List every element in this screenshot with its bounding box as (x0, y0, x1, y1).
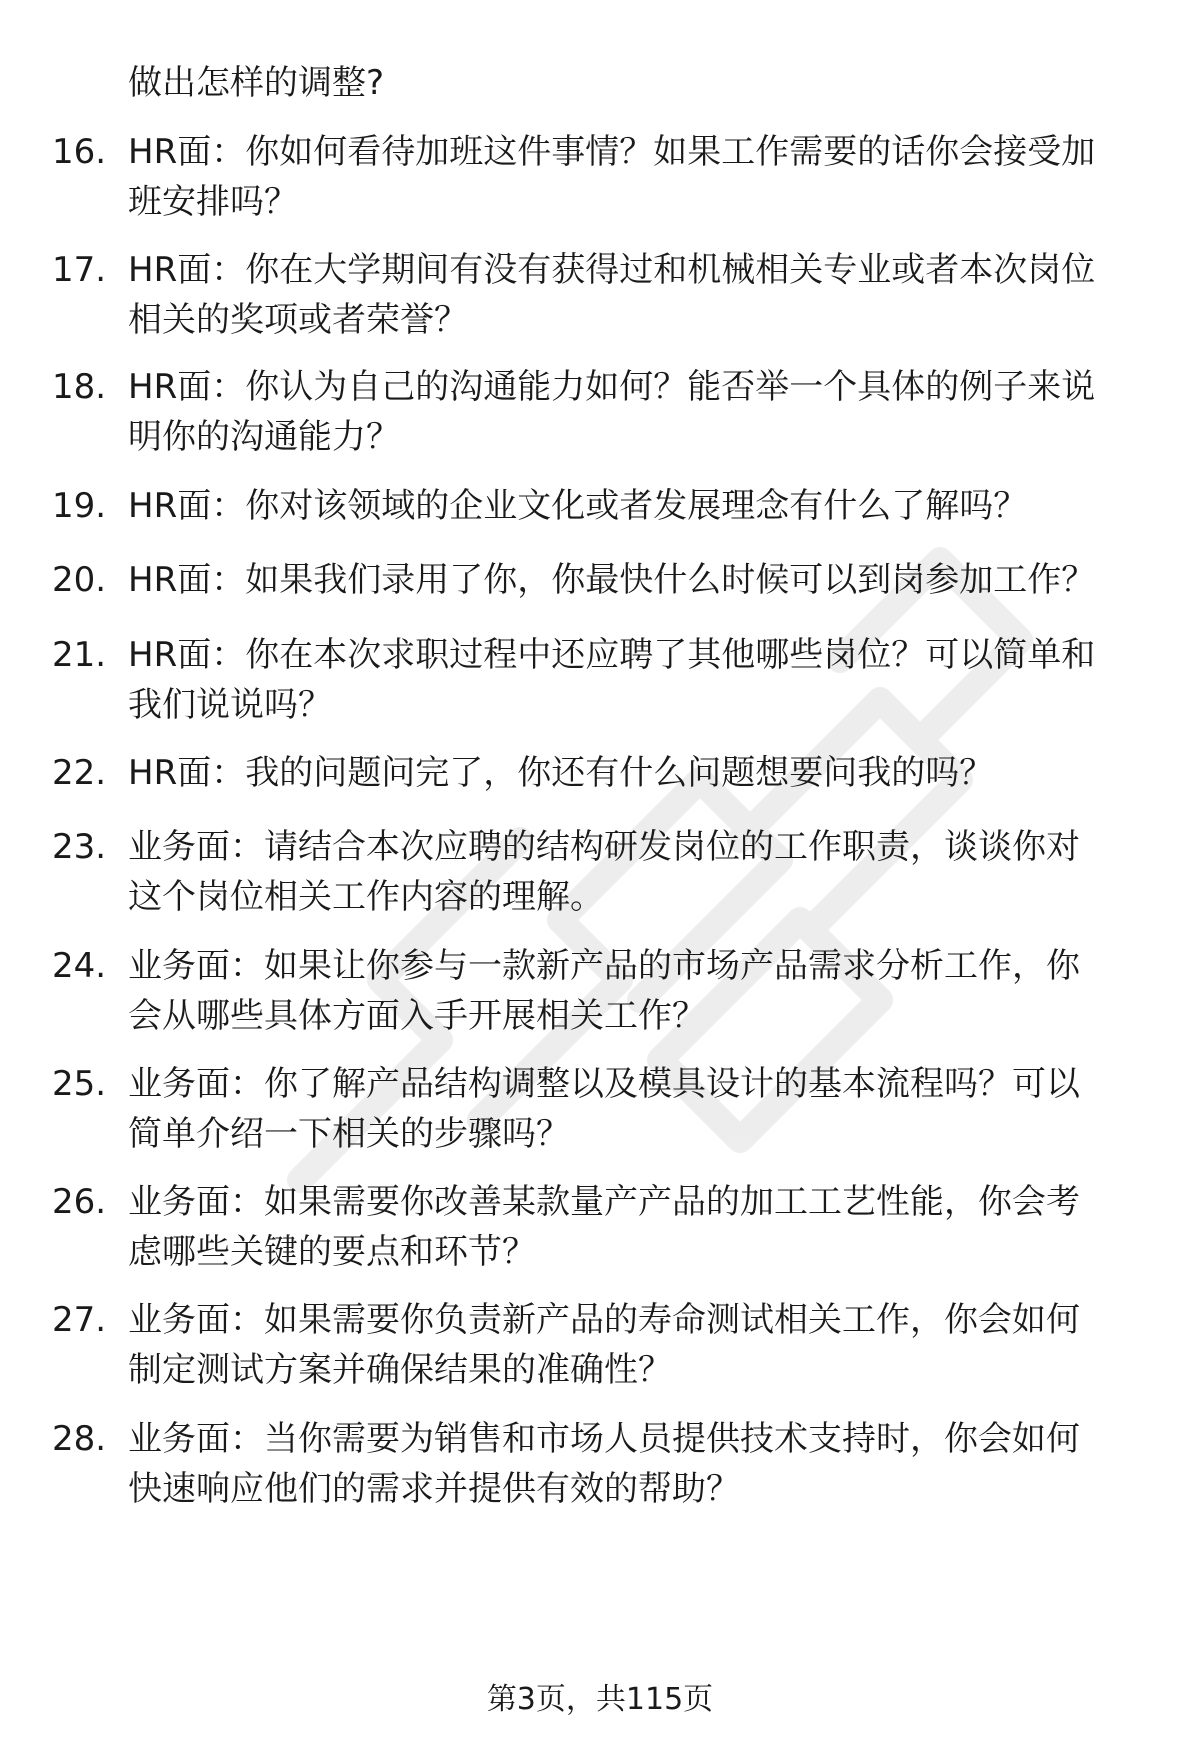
question-line: HR面：你如何看待加班这件事情？如果工作需要的话你会接受加 (128, 132, 1096, 172)
question-number: 16. (52, 132, 107, 172)
question-text (128, 555, 1168, 605)
question-line: 快速响应他们的需求并提供有效的帮助？ (128, 1469, 740, 1509)
question-number: 19. (52, 486, 107, 526)
question-line: 我们说说吗？ (128, 685, 332, 725)
question-text (128, 1177, 1168, 1277)
question-line: 业务面：如果需要你改善某款量产产品的加工工艺性能，你会考 (128, 1182, 1080, 1222)
question-text (128, 1295, 1168, 1395)
question-text (128, 748, 1168, 798)
question-line: HR面：我的问题问完了，你还有什么问题想要问我的吗？ (128, 753, 994, 793)
question-text (128, 1059, 1168, 1159)
question-number: 20. (52, 560, 107, 600)
question-text (128, 245, 1168, 345)
question-text (128, 822, 1168, 922)
question-number: 28. (52, 1419, 107, 1459)
question-number: 24. (52, 946, 107, 986)
question-line: 会从哪些具体方面入手开展相关工作？ (128, 996, 706, 1036)
question-line: 制定测试方案并确保结果的准确性？ (128, 1350, 672, 1390)
question-line: 简单介绍一下相关的步骤吗？ (128, 1114, 570, 1154)
question-line: HR面：你认为自己的沟通能力如何？能否举一个具体的例子来说 (128, 367, 1096, 407)
question-number: 21. (52, 635, 107, 675)
question-line: 业务面：如果让你参与一款新产品的市场产品需求分析工作，你 (128, 946, 1080, 986)
question-text (128, 127, 1168, 227)
question-number: 27. (52, 1300, 107, 1340)
question-number: 17. (52, 250, 107, 290)
question-line: 相关的奖项或者荣誉？ (128, 300, 468, 340)
question-line: HR面：你在大学期间有没有获得过和机械相关专业或者本次岗位 (128, 250, 1096, 290)
question-line: 虑哪些关键的要点和环节？ (128, 1232, 536, 1272)
question-line: HR面：你在本次求职过程中还应聘了其他哪些岗位？可以简单和 (128, 635, 1096, 675)
question-line: 明你的沟通能力？ (128, 417, 400, 457)
question-number: 23. (52, 827, 107, 867)
page-footer: 第3页，共115页 (486, 1682, 714, 1717)
question-line: HR面：如果我们录用了你，你最快什么时候可以到岗参加工作？ (128, 560, 1096, 600)
question-number: 22. (52, 753, 107, 793)
question-line: 业务面：你了解产品结构调整以及模具设计的基本流程吗？可以 (128, 1064, 1080, 1104)
question-text (128, 481, 1168, 531)
question-text (128, 362, 1168, 462)
continuation-line: 做出怎样的调整? (128, 63, 385, 103)
question-text (128, 630, 1168, 730)
question-line: HR面：你对该领域的企业文化或者发展理念有什么了解吗？ (128, 486, 1028, 526)
question-line: 业务面：当你需要为销售和市场人员提供技术支持时，你会如何 (128, 1419, 1080, 1459)
question-number: 26. (52, 1182, 107, 1222)
question-line: 班安排吗？ (128, 182, 298, 222)
question-number: 25. (52, 1064, 107, 1104)
question-line: 业务面：如果需要你负责新产品的寿命测试相关工作，你会如何 (128, 1300, 1080, 1340)
question-line: 这个岗位相关工作内容的理解。 (128, 877, 604, 917)
question-text (128, 1414, 1168, 1514)
question-line: 业务面：请结合本次应聘的结构研发岗位的工作职责，谈谈你对 (128, 827, 1080, 867)
question-number: 18. (52, 367, 107, 407)
question-text (128, 941, 1168, 1041)
